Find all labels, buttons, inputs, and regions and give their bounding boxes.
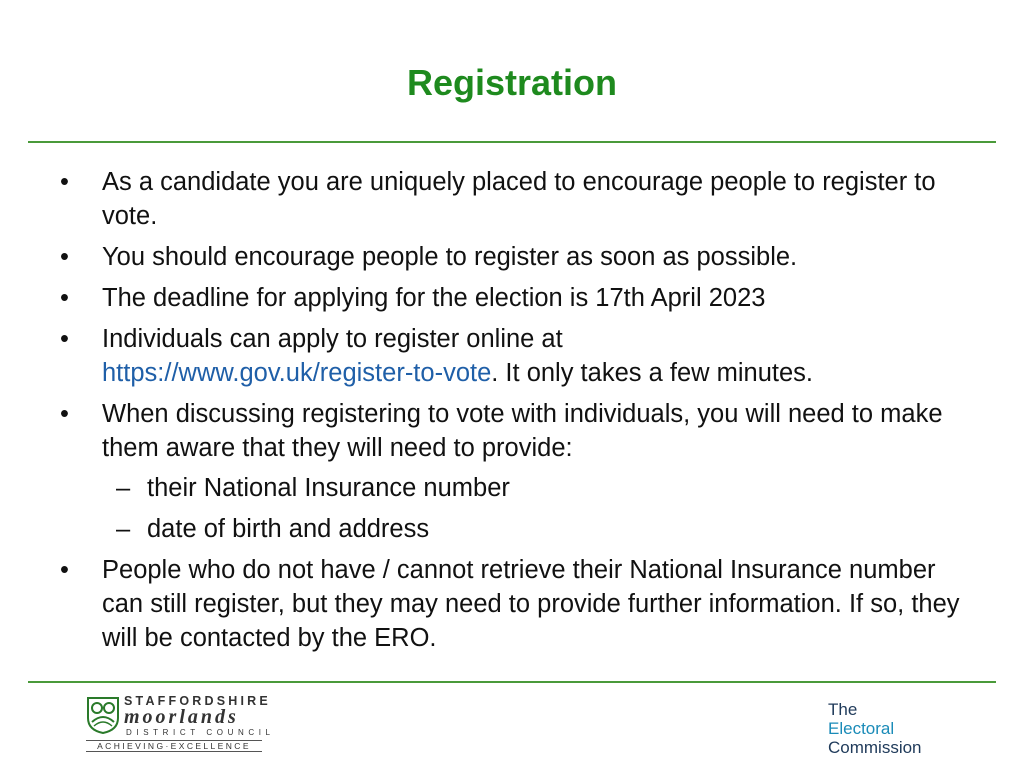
top-divider <box>28 141 996 143</box>
slide-title: Registration <box>406 62 618 103</box>
register-to-vote-link[interactable]: https://www.gov.uk/register-to-vote <box>102 359 492 387</box>
staffordshire-moorlands-logo <box>86 694 275 752</box>
sub-bullet-text: date of birth and address <box>147 515 430 543</box>
council-name-line2: moorlands <box>124 706 239 728</box>
bullet-text: Individuals can apply to register online at <box>102 325 563 353</box>
bullet-text: . It only takes a few minutes. <box>491 359 813 387</box>
bullet-text: The deadline for applying for the election is 17th April 2023 <box>102 284 766 312</box>
bullet-list <box>60 165 960 655</box>
bullet-text: As a candidate you are uniquely placed to encourage people to register to vote. <box>102 168 936 230</box>
knot-emblem-icon <box>86 696 120 734</box>
bullet-item <box>60 165 960 233</box>
bullet-text: People who do not have / cannot retrieve their National Insurance number can still register, but they may need to provide further information. If so, they will be contacted by the ERO. <box>102 556 960 652</box>
bullet-item <box>60 240 960 274</box>
slide-body <box>60 165 960 662</box>
bullet-text: You should encourage people to register as soon as possible. <box>102 243 798 271</box>
council-name-line1: STAFFORDSHIRE <box>124 694 271 708</box>
sub-bullet-item <box>102 512 960 546</box>
commission-line3: Commission <box>828 738 922 757</box>
commission-line2: Electoral <box>828 719 895 738</box>
council-tagline: ACHIEVING·EXCELLENCE <box>86 740 262 752</box>
bullet-item <box>60 553 960 655</box>
sub-bullet-list <box>102 471 960 546</box>
sub-bullet-item <box>102 471 960 505</box>
bullet-item <box>60 322 960 390</box>
council-name-line3: DISTRICT COUNCIL <box>126 728 275 737</box>
bullet-item <box>60 397 960 546</box>
electoral-commission-logo <box>828 700 922 757</box>
commission-line1: The <box>828 700 858 719</box>
sub-bullet-text: their National Insurance number <box>147 474 510 502</box>
bullet-text: When discussing registering to vote with individuals, you will need to make them aware that they will need to provide: <box>102 400 943 462</box>
bottom-divider <box>28 681 996 683</box>
bullet-item <box>60 281 960 315</box>
